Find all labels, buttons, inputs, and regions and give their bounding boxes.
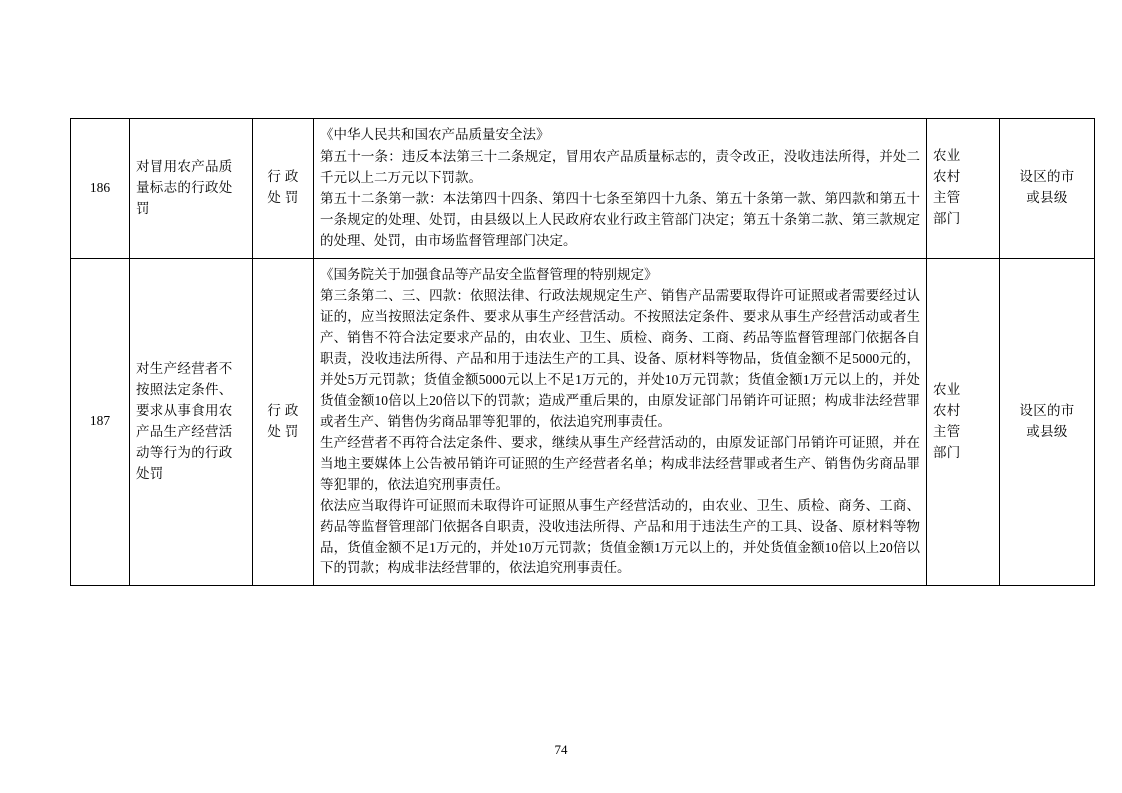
legal-basis-paragraph: 第五十二条第一款：本法第四十四条、第四十七条至第四十九条、第五十条第一款、第四款和第五十一条规定的处理、处罚，由县级以上人民政府农业行政主管部门决定；第五十条第二款、第三款规定的处理、处罚，由市场监督管理部门决定。	[320, 190, 920, 248]
row-legal-basis-cell	[314, 258, 927, 586]
legal-basis-paragraph: 第五十一条：违反本法第三十二条规定，冒用农产品质量标志的，责令改正，没收违法所得，并处二千元以上二万元以下罚款。	[320, 148, 920, 185]
level-line: 或县级	[1026, 423, 1068, 439]
row-type-line: 行 政	[267, 169, 299, 185]
table-row	[71, 258, 1095, 586]
row-department-cell	[927, 119, 1000, 259]
row-type-line: 处 罚	[267, 190, 299, 206]
department-line: 主管	[933, 190, 961, 206]
level-line: 设区的市	[1019, 169, 1075, 185]
page-number: 74	[554, 742, 568, 757]
level-line: 或县级	[1026, 190, 1068, 206]
department-line: 农业	[933, 382, 961, 398]
department-line: 部门	[933, 444, 961, 460]
table-row	[71, 119, 1095, 259]
department-line: 农村	[933, 403, 961, 419]
row-type-cell	[253, 258, 314, 586]
department-line: 农村	[933, 169, 961, 185]
row-level-cell	[1000, 258, 1095, 586]
department-line: 农业	[933, 148, 961, 164]
legal-basis-paragraph: 生产经营者不再符合法定条件、要求，继续从事生产经营活动的，由原发证部门吊销许可证照，并在当地主要媒体上公告被吊销许可证照的生产经营者名单；构成非法经营罪或者生产、销售伪劣商品罪等犯罪的，依法追究刑事责任。	[320, 434, 920, 492]
row-department-cell	[927, 258, 1000, 586]
row-number-cell: 186	[71, 119, 130, 259]
legal-basis-title: 《中华人民共和国农产品质量安全法》	[320, 127, 550, 142]
legal-basis-paragraph: 第三条第二、三、四款：依照法律、行政法规规定生产、销售产品需要取得许可证照或者需要经过认证的，应当按照法定条件、要求从事生产经营活动。不按照法定条件、要求从事生产经营活动或者生产、销售不符合法定要求产品的，由农业、卫生、质检、商务、工商、药品等监督管理部门依据各自职责，没收违法所得、产品和用于违法生产的工具、设备、原材料等物品，货值金额不足5000元的，并处5万元罚款；货值金额5000元以上不足1万元的，并处10万元罚款；货值金额1万元以上的，并处货值金额10倍以上20倍以下的罚款；造成严重后果的，由原发证部门吊销许可证照；构成非法经营罪或者生产、销售伪劣商品罪等犯罪的，依法追究刑事责任。	[320, 288, 920, 429]
row-number-cell: 187	[71, 258, 130, 586]
row-level-cell	[1000, 119, 1095, 259]
department-line: 主管	[933, 423, 961, 439]
legal-basis-paragraph: 依法应当取得许可证照而未取得许可证照从事生产经营活动的，由农业、卫生、质检、商务、工商、药品等监督管理部门依据各自职责，没收违法所得、产品和用于违法生产的工具、设备、原材料等物品，货值金额不足1万元的，并处10万元罚款；货值金额1万元以上的，并处货值金额10倍以上20倍以下的罚款；构成非法经营罪的，依法追究刑事责任。	[320, 497, 920, 576]
level-line: 设区的市	[1019, 403, 1075, 419]
row-legal-basis-cell	[314, 119, 927, 259]
administrative-penalty-table	[70, 118, 1095, 586]
legal-basis-title: 《国务院关于加强食品等产品安全监督管理的特别规定》	[320, 266, 658, 282]
row-item-name-cell: 对冒用农产品质量标志的行政处罚	[130, 119, 253, 259]
row-item-name-cell: 对生产经营者不按照法定条件、要求从事食用农产品生产经营活动等行为的行政处罚	[130, 258, 253, 586]
row-type-cell	[253, 119, 314, 259]
department-line: 部门	[933, 211, 961, 227]
row-type-line: 行 政	[267, 403, 299, 419]
row-type-line: 处 罚	[267, 423, 299, 439]
